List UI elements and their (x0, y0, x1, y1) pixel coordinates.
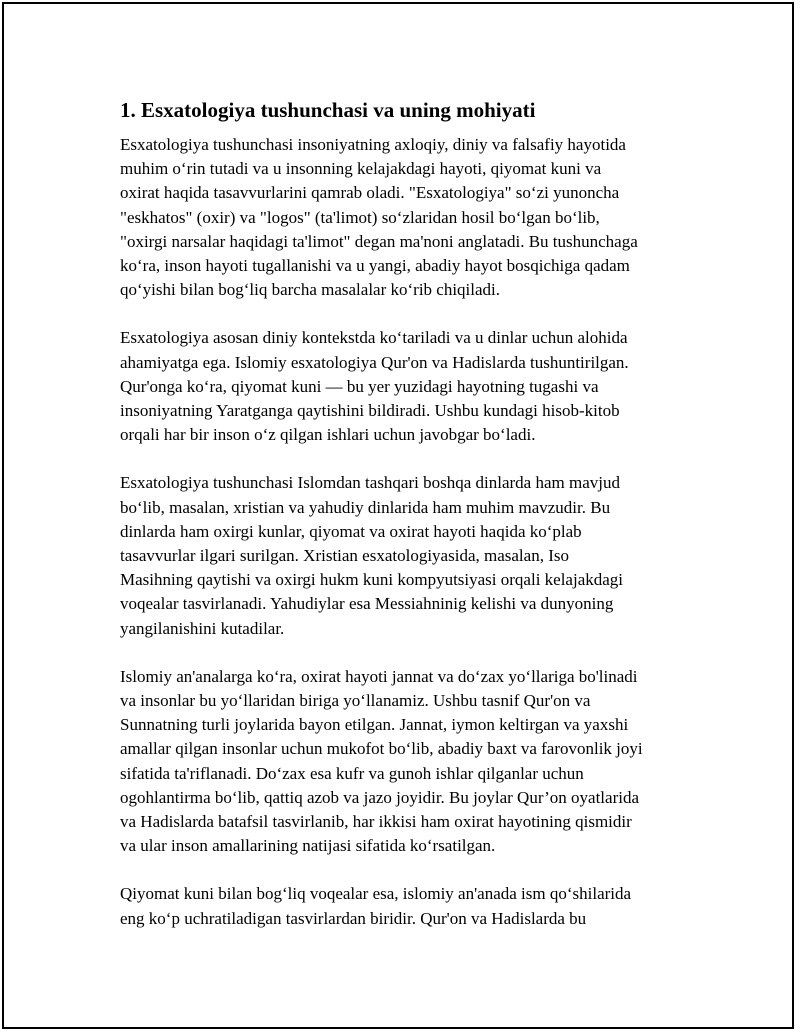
text-line: orqali har bir inson o‘z qilgan ishlari uchun javobgar bo‘ladi. (120, 425, 536, 445)
text-line: sifatida ta'riflanadi. Do‘zax esa kufr va gunoh ishlar qilganlar uchun (120, 763, 584, 783)
text-line: va insonlar bu yo‘llaridan biriga yo‘llanamiz. Ushbu tasnif Qur'on va (120, 691, 591, 711)
text-line: va Hadislarda batafsil tasvirlanib, har ikkisi ham oxirat hayotining qismidir (120, 812, 632, 832)
text-line: Sunnatning turli joylarida bayon etilgan. Jannat, iymon keltirgan va yaxshi (120, 715, 629, 735)
page-frame (2, 2, 794, 1029)
text-line: Esxatologiya tushunchasi Islomdan tashqari boshqa dinlarda ham mavjud (120, 473, 620, 493)
text-line: eng ko‘p uchratiladigan tasvirlardan biridir. Qur'on va Hadislarda bu (120, 908, 587, 928)
text-line: qo‘yishi bilan bog‘liq barcha masalalar ko‘rib chiqiladi. (120, 280, 501, 300)
text-line: Qur'onga ko‘ra, qiyomat kuni — bu yer yuzidagi hayotning tugashi va (120, 376, 599, 396)
text-line: yangilanishini kutadilar. (120, 618, 285, 638)
paragraph-4 (120, 665, 680, 859)
text-line: Qiyomat kuni bilan bog‘liq voqealar esa, islomiy an'anada ism qo‘shilarida (120, 884, 632, 904)
text-line: dinlarda ham oxirgi kunlar, qiyomat va oxirat hayoti haqida ko‘plab (120, 521, 582, 541)
paragraph-1 (120, 133, 680, 302)
text-line: insoniyatning Yaratganga qaytishini bildiradi. Ushbu kundagi hisob-kitob (120, 401, 620, 421)
paragraph-5 (120, 882, 680, 930)
paragraph-3 (120, 471, 680, 640)
text-line: Masihning qaytishi va oxirgi hukm kuni kompyutsiyasi orqali kelajakdagi (120, 570, 624, 590)
text-line: tasavvurlar ilgari surilgan. Xristian esxatologiyasida, masalan, Iso (120, 546, 569, 566)
page-title: 1. Esxatologiya tushunchasi va uning mohiyati (120, 98, 536, 122)
text-line: amallar qilgan insonlar uchun mukofot bo‘lib, abadiy baxt va farovonlik joyi (120, 739, 643, 759)
text-line: va ular inson amallarining natijasi sifatida ko‘rsatilgan. (120, 836, 496, 856)
text-line: Islomiy an'analarga ko‘ra, oxirat hayoti jannat va do‘zax yo‘llariga bo'linadi (120, 666, 638, 686)
text-line: "oxirgi narsalar haqidagi ta'limot" degan ma'noni anglatadi. Bu tushunchaga (120, 231, 638, 251)
text-line: "eskhatos" (oxir) va "logos" (ta'limot) so‘zlaridan hosil bo‘lgan bo‘lib, (120, 207, 600, 227)
paragraph-2 (120, 326, 680, 447)
text-line: ko‘ra, inson hayoti tugallanishi va u yangi, abadiy hayot bosqichiga qadam (120, 256, 630, 276)
text-line: oxirat haqida tasavvurlarini qamrab oladi. "Esxatologiya" so‘zi yunoncha (120, 183, 620, 203)
document-body (120, 96, 680, 955)
text-line: ogohlantirma bo‘lib, qattiq azob va jazo joyidir. Bu joylar Qur’on oyatlarida (120, 787, 639, 807)
text-line: ahamiyatga ega. Islomiy esxatologiya Qur'on va Hadislarda tushuntirilgan. (120, 352, 629, 372)
text-line: Esxatologiya tushunchasi insoniyatning axloqiy, diniy va falsafiy hayotida (120, 135, 626, 154)
text-line: bo‘lib, masalan, xristian va yahudiy dinlarida ham muhim mavzudir. Bu (120, 497, 611, 517)
text-line: Esxatologiya asosan diniy kontekstda ko‘tariladi va u dinlar uchun alohida (120, 328, 628, 348)
text-line: muhim o‘rin tutadi va u insonning kelajakdagi hayoti, qiyomat kuni va (120, 159, 602, 179)
text-line: voqealar tasvirlanadi. Yahudiylar esa Messiahninig kelishi va dunyoning (120, 594, 614, 614)
